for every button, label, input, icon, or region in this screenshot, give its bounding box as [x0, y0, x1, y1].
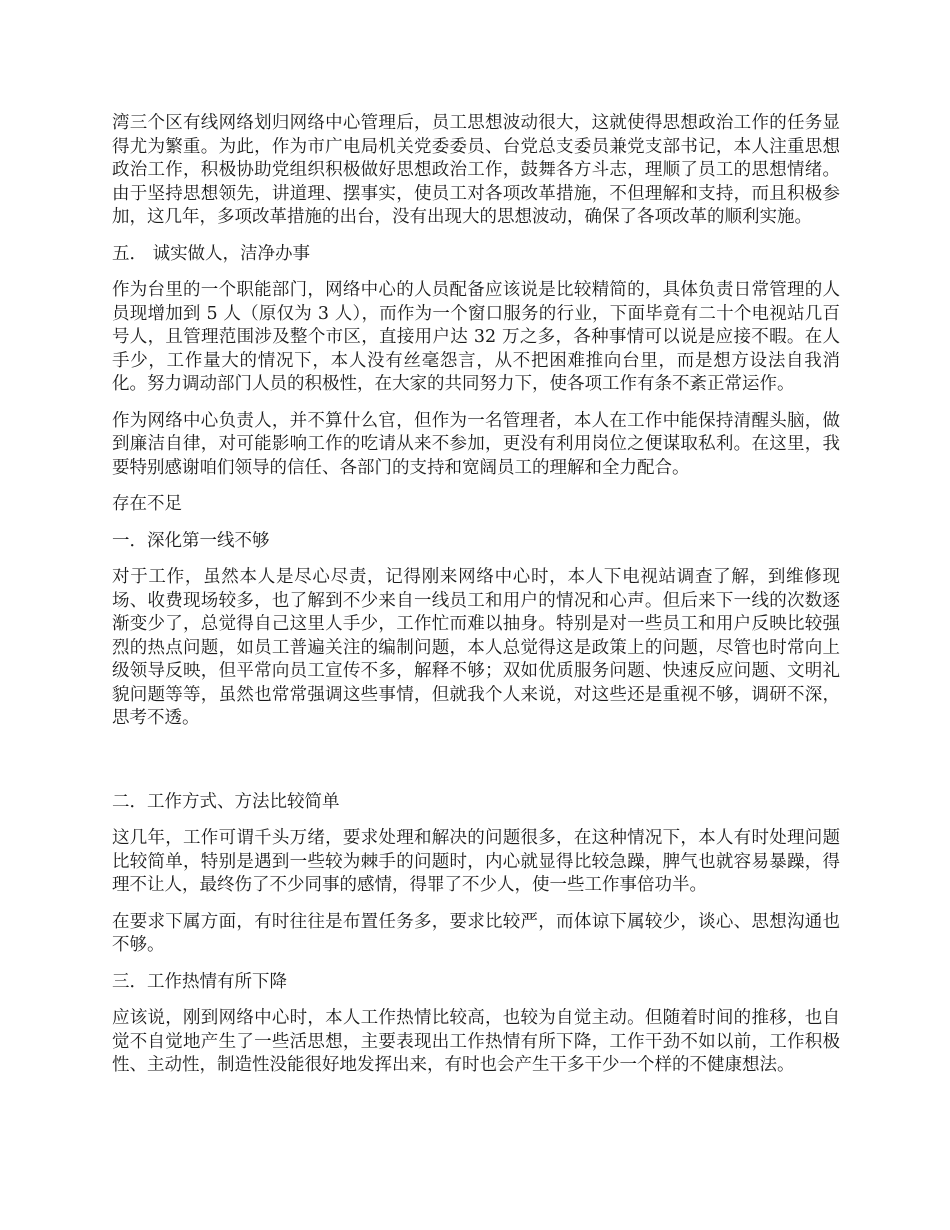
paragraph-political-work: 湾三个区有线网络划归网络中心管理后，员工思想波动很大，这就使得思想政治工作的任务显得尤为繁重。为此，作为市广电局机关党委委员、台党总支委员兼党支部书记，本人注重思想政治工作，积极协助党组织积极做好思想政治工作，鼓舞各方斗志，理顺了员工的思想情绪。由于坚持思想领先，讲道理、摆事实，使员工对各项改革措施，不但理解和支持，而且积极参加，这几年，多项改革措施的出台，没有出现大的思想波动，确保了各项改革的顺利实施。: [112, 113, 840, 227]
paragraph-staffing: 作为台里的一个职能部门，网络中心的人员配备应该说是比较精简的，具体负责日常管理的人员现增加到 5 人（原仅为 3 人），而作为一个窗口服务的行业，下面毕竟有二十个电视站几百号人，且管理范围涉及整个市区，直接用户达 32 万之多，各种事情可以说是应接不暇。在人手少，工作量大的情况下，本人没有丝毫怨言，从不把困难推向台里，而是想方设法自我消化。努力调动部门人员的积极性，在大家的共同努力下，使各项工作有条不紊正常运作。: [112, 280, 840, 394]
document-body: [112, 112, 840, 1091]
shortcomings-heading: 存在不足: [112, 494, 182, 514]
shortcoming-heading-3: 三．工作热情有所下降: [112, 971, 287, 992]
paragraph-subordinates: 在要求下属方面，有时往往是布置任务多，要求比较严，而体谅下属较少，谈心、思想沟通也不够。: [112, 911, 840, 955]
paragraph-methods: 这几年，工作可谓千头万绪，要求处理和解决的问题很多，在这种情况下，本人有时处理问题比较简单，特别是遇到一些较为棘手的问题时，内心就显得比较急躁，脾气也就容易暴躁，得理不让人，最终伤了不少同事的感情，得罪了不少人，使一些工作事倍功半。: [112, 828, 840, 895]
shortcoming-heading-2: 二．工作方式、方法比较简单: [112, 791, 340, 812]
paragraph-frontline: 对于工作，虽然本人是尽心尽责，记得刚来网络中心时，本人下电视站调查了解，到维修现场、收费现场较多，也了解到不少来自一线员工和用户的情况和心声。但后来下一线的次数逐渐变少了，总觉得自己这里人手少，工作忙而难以抽身。特别是对一些员工和用户反映比较强烈的热点问题，如员工普遍关注的编制问题，本人总觉得这是政策上的问题，尽管也时常向上级领导反映，但平常向员工宣传不多，解释不够；双如优质服务问题、快速反应问题、文明礼貌问题等等，虽然也常常强调这些事情，但就我个人来说，对这些还是重视不够，调研不深，思考不透。: [112, 567, 840, 728]
paragraph-enthusiasm: 应该说，刚到网络中心时，本人工作热情比较高，也较为自觉主动。但随着时间的推移，也自觉不自觉地产生了一些活思想，主要表现出工作热情有所下降，工作干劲不如以前，工作积极性、主动性，制造性没能很好地发挥出来，有时也会产生干多干少一个样的不健康想法。: [112, 1008, 840, 1075]
shortcoming-heading-1: 一．深化第一线不够: [112, 530, 270, 551]
paragraph-gap: [112, 744, 840, 791]
section-heading-5: 五． 诚实做人，洁净办事: [112, 243, 311, 264]
paragraph-integrity: 作为网络中心负责人，并不算什么官，但作为一名管理者，本人在工作中能保持清醒头脑，做到廉洁自律，对可能影响工作的吃请从来不参加，更没有利用岗位之便谋取私利。在这里，我要特别感谢咱们领导的信任、各部门的支持和宽阔员工的理解和全力配合。: [112, 410, 840, 478]
